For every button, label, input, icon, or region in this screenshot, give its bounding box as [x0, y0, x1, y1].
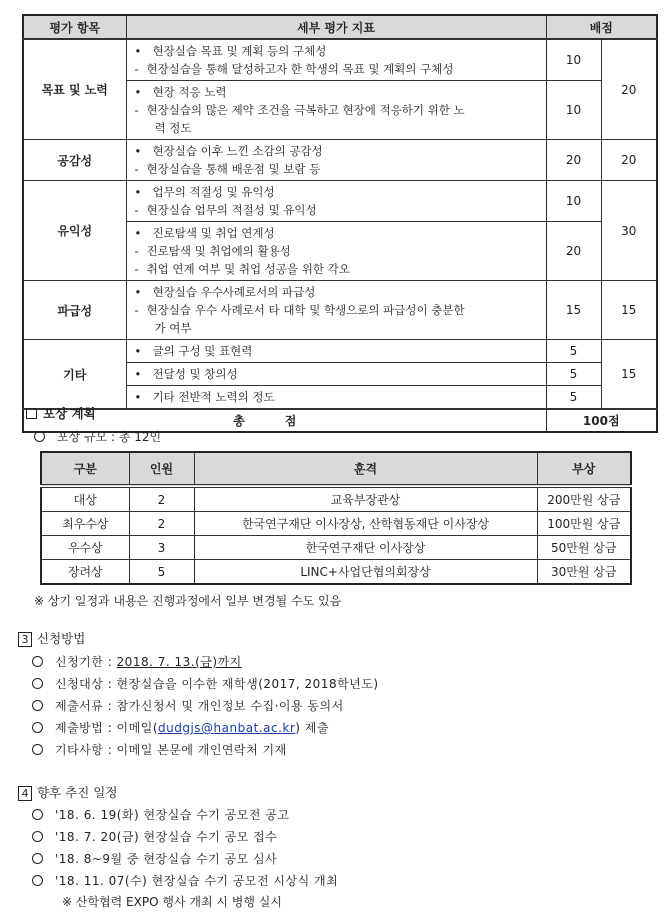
sub-score-cell: 5 — [546, 386, 601, 410]
bullet-icon: • — [134, 44, 142, 58]
count-cell: 5 — [129, 560, 194, 585]
dash-icon: - — [134, 303, 139, 317]
indicator-cell: • 기타 전반적 노력의 정도 — [126, 386, 546, 410]
schedule-item: '18. 8~9월 중 현장실습 수기 공모 심사 — [32, 850, 277, 867]
dash-icon: - — [134, 162, 139, 176]
dash-icon: - — [134, 62, 139, 76]
sub-score-cell: 5 — [546, 363, 601, 386]
table-row — [23, 39, 657, 81]
count-cell: 2 — [129, 512, 194, 536]
total-label: 총점 — [23, 409, 546, 432]
category-cell: 유익성 — [23, 181, 126, 281]
bullet-icon: • — [134, 367, 142, 381]
indicator-cell: • 전달성 및 창의성 — [126, 363, 546, 386]
division-cell: 우수상 — [41, 536, 129, 560]
division-cell: 장려상 — [41, 560, 129, 585]
evaluation-criteria-table — [22, 14, 658, 433]
application-item-target: 신청대상 : 현장실습을 이수한 재학생(2017, 2018학년도) — [32, 675, 379, 692]
schedule-heading: 4 향후 추진 일정 — [18, 783, 117, 801]
award-table — [40, 451, 632, 585]
sub-score-cell: 5 — [546, 340, 601, 363]
table-row — [23, 140, 657, 181]
header-score: 배점 — [546, 15, 657, 39]
square-bullet-icon — [26, 408, 37, 419]
section-number-box: 3 — [18, 632, 32, 647]
division-cell: 대상 — [41, 486, 129, 512]
count-cell: 3 — [129, 536, 194, 560]
indicator-cell: • 진로탐색 및 취업 연계성 - 진로탐색 및 취업에의 활용성 - 취업 연계 여부 및 취업 성공을 위한 각오 — [126, 222, 546, 281]
total-value: 100점 — [546, 409, 657, 432]
total-score-cell: 20 — [601, 39, 657, 140]
email-link[interactable]: dudgjs@hanbat.ac.kr — [158, 721, 296, 735]
indicator-cell: • 업무의 적절성 및 유익성 - 현장실습 업무의 적절성 및 유익성 — [126, 181, 546, 222]
expo-note: ※ 산학협력 EXPO 행사 개최 시 병행 실시 — [62, 895, 282, 909]
award-scale: 포상 규모 : 총 12인 — [34, 428, 161, 445]
total-score-cell: 30 — [601, 181, 657, 281]
sub-score-cell: 20 — [546, 222, 601, 281]
circle-bullet-icon — [32, 831, 43, 842]
header-prize: 부상 — [537, 452, 631, 486]
application-item-other: 기타사항 : 이메일 본문에 개인연락처 기재 — [32, 741, 287, 758]
application-heading: 3 신청방법 — [18, 629, 85, 647]
total-score-cell: 15 — [601, 340, 657, 410]
bullet-icon: • — [134, 285, 142, 299]
category-cell: 목표 및 노력 — [23, 39, 126, 140]
sub-score-cell: 10 — [546, 181, 601, 222]
award-title-cell: 한국연구재단 이사장상 — [194, 536, 537, 560]
bullet-icon: • — [134, 344, 142, 358]
schedule-item: '18. 11. 07(수) 현장실습 수기 공모전 시상식 개최 — [32, 872, 338, 889]
indicator-cell: • 현장실습 우수사례로서의 파급성 - 현장실습 우수 사례로서 타 대학 및 학생으로의 파급성이 충분한 가 여부 — [126, 281, 546, 340]
bullet-icon: • — [134, 85, 142, 99]
circle-bullet-icon — [34, 431, 45, 442]
circle-bullet-icon — [32, 744, 43, 755]
circle-bullet-icon — [32, 678, 43, 689]
schedule-item: '18. 7. 20(금) 현장실습 수기 공모 접수 — [32, 828, 277, 845]
bullet-icon: • — [134, 390, 142, 404]
change-notice: ※ 상기 일정과 내용은 진행과정에서 일부 변경될 수도 있음 — [34, 594, 342, 608]
prize-cell: 30만원 상금 — [537, 560, 631, 585]
header-indicator: 세부 평가 지표 — [126, 15, 546, 39]
dash-icon: - — [134, 244, 139, 258]
prize-cell: 200만원 상금 — [537, 486, 631, 512]
bullet-icon: • — [134, 144, 142, 158]
table-header-row — [23, 15, 657, 39]
indicator-cell: • 현장실습 목표 및 계획 등의 구체성 - 현장실습을 통해 달성하고자 한 학생의 목표 및 계획의 구체성 — [126, 39, 546, 81]
prize-cell: 100만원 상금 — [537, 512, 631, 536]
division-cell: 최우수상 — [41, 512, 129, 536]
application-item-deadline: 신청기한 : 2018. 7. 13.(금)까지 — [32, 653, 242, 670]
circle-bullet-icon — [32, 656, 43, 667]
circle-bullet-icon — [32, 809, 43, 820]
sub-score-cell: 10 — [546, 81, 601, 140]
indicator-cell: • 현장 적응 노력 - 현장실습의 많은 제약 조건을 극복하고 현장에 적응하기 위한 노 력 정도 — [126, 81, 546, 140]
circle-bullet-icon — [32, 853, 43, 864]
table-row — [23, 181, 657, 222]
circle-bullet-icon — [32, 722, 43, 733]
header-award-title: 훈격 — [194, 452, 537, 486]
indicator-cell: • 현장실습 이후 느낀 소감의 공감성 - 현장실습을 통해 배운점 및 보람 등 — [126, 140, 546, 181]
sub-score-cell: 15 — [546, 281, 601, 340]
dash-icon: - — [134, 103, 139, 117]
bullet-icon: • — [134, 185, 142, 199]
category-cell: 공감성 — [23, 140, 126, 181]
table-row — [41, 560, 631, 585]
award-title-cell: LINC+사업단협의회장상 — [194, 560, 537, 585]
award-title-cell: 교육부장관상 — [194, 486, 537, 512]
bullet-icon: • — [134, 226, 142, 240]
header-category: 평가 항목 — [23, 15, 126, 39]
circle-bullet-icon — [32, 700, 43, 711]
table-row — [41, 512, 631, 536]
table-row — [41, 486, 631, 512]
table-header-row — [41, 452, 631, 486]
schedule-item: '18. 6. 19(화) 현장실습 수기 공모전 공고 — [32, 806, 289, 823]
award-title-cell: 한국연구재단 이사장상, 산학협동재단 이사장상 — [194, 512, 537, 536]
sub-score-cell: 20 — [546, 140, 601, 181]
application-item-documents: 제출서류 : 참가신청서 및 개인정보 수집·이용 동의서 — [32, 697, 344, 714]
category-cell: 파급성 — [23, 281, 126, 340]
table-row — [23, 340, 657, 363]
header-count: 인원 — [129, 452, 194, 486]
total-score-cell: 20 — [601, 140, 657, 181]
award-plan-heading: 포상 계획 — [26, 404, 96, 422]
category-cell: 기타 — [23, 340, 126, 410]
table-row — [41, 536, 631, 560]
prize-cell: 50만원 상금 — [537, 536, 631, 560]
section-number-box: 4 — [18, 786, 32, 801]
count-cell: 2 — [129, 486, 194, 512]
application-item-method: 제출방법 : 이메일(dudgjs@hanbat.ac.kr) 제출 — [32, 719, 329, 736]
total-score-cell: 15 — [601, 281, 657, 340]
sub-score-cell: 10 — [546, 39, 601, 81]
header-division: 구분 — [41, 452, 129, 486]
indicator-cell: • 글의 구성 및 표현력 — [126, 340, 546, 363]
circle-bullet-icon — [32, 875, 43, 886]
dash-icon: - — [134, 203, 139, 217]
table-row — [23, 281, 657, 340]
dash-icon: - — [134, 262, 139, 276]
